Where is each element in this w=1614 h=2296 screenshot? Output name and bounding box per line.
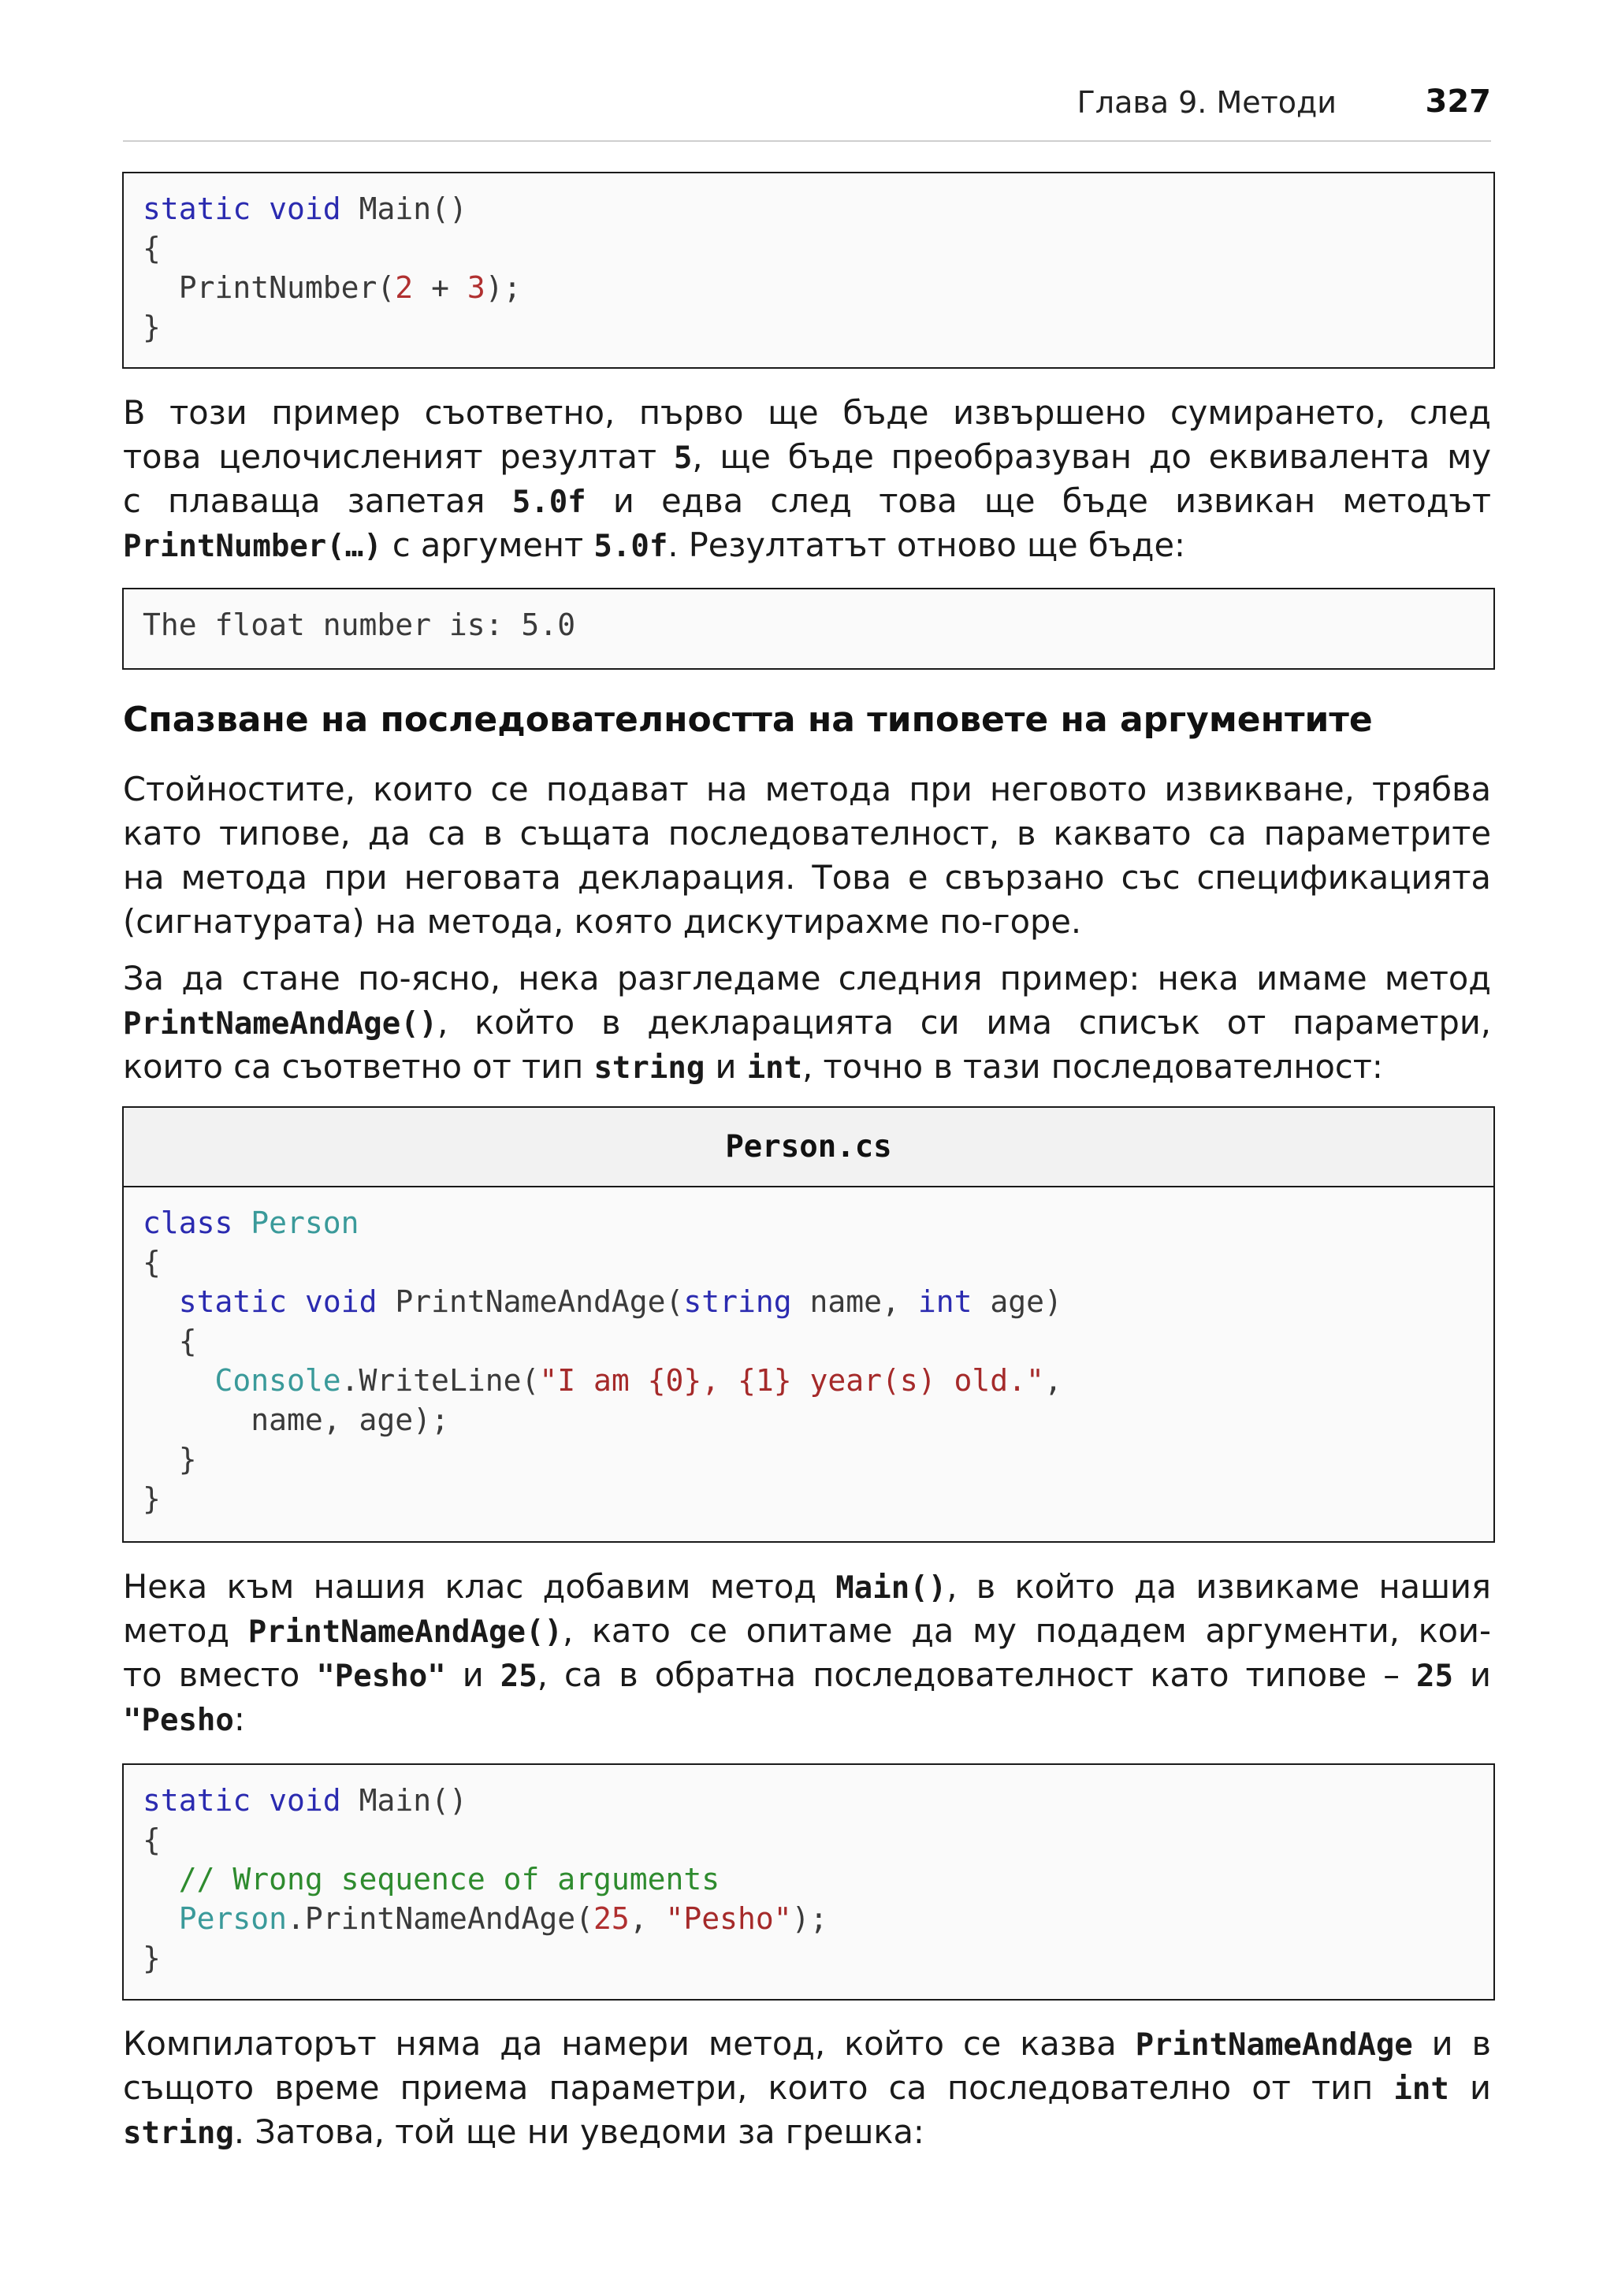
text-line: PrintNumber(…) с аргумент 5.0f. Резултатът отново ще бъде: [123,526,1185,564]
text-line: Стойностите, които се подават на метода при неговото извикване, трябва [123,770,1491,808]
text-line: Нека към нашия клас добавим метод Main(), в който да извикаме нашия [123,1567,1491,1606]
text-line: същото време приема параметри, които са последователно от тип int и [123,2068,1491,2107]
paragraph-main-call [123,1565,1491,1741]
code-line: Console.WriteLine("I am {0}, {1} year(s) old.", [214,1363,1062,1398]
code-line: } [143,1481,161,1516]
text-line: "Pesho: [123,1700,245,1738]
code-file-title: Person.cs [122,1106,1495,1187]
text-line: Компилаторът няма да намери метод, който се казва PrintNameAndAge и в [123,2024,1492,2063]
text-line: като типове, да са в същата последователност, в каквато са параметрите [123,814,1491,853]
paragraph-compiler-error [123,2022,1491,2154]
code-line: class Person [143,1206,359,1240]
code-line: } [143,310,161,344]
code-line: static void PrintNameAndAge(string name, int age) [178,1284,1062,1319]
paragraph-example [123,957,1491,1089]
code-line: } [143,1941,161,1975]
text-line: това целочисленият резултат 5, ще бъде преобразуван до еквивалента му [123,437,1491,476]
page-number: 327 [1425,84,1491,120]
code-line: static void Main() [143,191,467,226]
code-line: PrintNumber(2 + 3); [143,270,522,305]
code-line: } [143,1442,197,1477]
code-line: name, age); [251,1402,449,1437]
output-block [122,588,1495,670]
code-block-main-printnumber [122,172,1495,369]
text-line: (сигнатурата) на метода, която дискутирахме по-горе. [123,902,1082,941]
text-line: които са съответно от тип string и int, точно в тази последователност: [123,1047,1383,1086]
paragraph-conversion [123,391,1491,567]
code-line: { [143,231,161,266]
code-block-wrong-sequence [122,1763,1495,2001]
text-line: то вместо "Pesho" и 25, са в обратна последователност като типове – 25 и [123,1655,1491,1694]
code-block-person-class [122,1186,1495,1543]
text-line: За да стане по-ясно, нека разгледаме следния пример: нека имаме метод [123,959,1491,998]
code-line: // Wrong sequence of arguments [178,1862,720,1897]
output-line: The float number is: 5.0 [143,607,576,642]
code-line: { [143,1822,161,1857]
text-line: метод PrintNameAndAge(), като се опитаме да му подадем аргументи, кои- [123,1611,1491,1650]
text-line: с плаваща запетая 5.0f и едва след това ще бъде извикан методът [123,481,1492,520]
text-line: на метода при неговата декларация. Това е свързано със спецификацията [123,858,1491,897]
code-line: Person.PrintNameAndAge(25, "Pesho"); [178,1901,828,1936]
code-line: { [143,1324,197,1358]
text-line: В този пример съответно, първо ще бъде извършено сумирането, след [123,393,1491,432]
section-heading: Спазване на последователността на типовете на аргументите [123,700,1373,740]
code-line: { [143,1245,161,1280]
paragraph-sequence [123,767,1491,944]
code-line: static void Main() [143,1783,467,1818]
chapter-title: Глава 9. Методи [1077,85,1337,120]
text-line: PrintNameAndAge(), който в декларацията си има списък от параметри, [123,1003,1491,1042]
page-header [123,79,1491,142]
text-line: string. Затова, той ще ни уведоми за грешка: [123,2112,924,2151]
